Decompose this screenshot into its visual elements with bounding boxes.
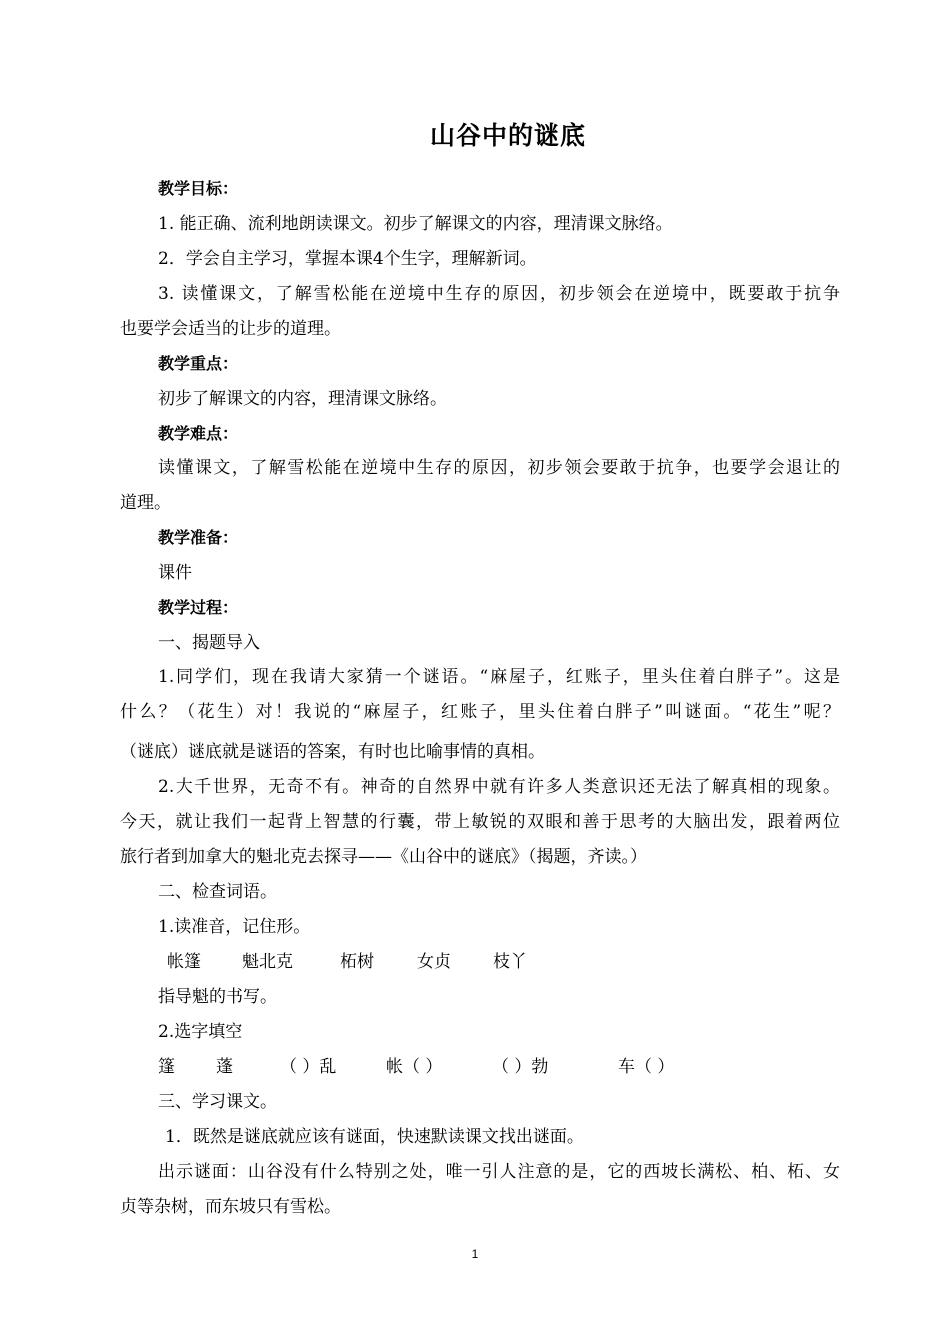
- word-list: [120, 950, 840, 974]
- riddle-line-1: 出示谜面：山谷没有什么特别之处，唯一引人注意的是，它的西坡长满松、柏、柘、女: [158, 1162, 840, 1182]
- prep-heading: 教学准备：: [158, 528, 239, 547]
- page-number: 1: [471, 1247, 479, 1261]
- fill-item: 2.选字填空: [158, 1022, 243, 1042]
- process-heading: 教学过程：: [158, 598, 239, 617]
- key-heading: 教学重点：: [158, 354, 239, 373]
- part-1-heading: 一、揭题导入: [158, 633, 260, 653]
- fill-blank: （ ）勃: [492, 1057, 549, 1077]
- difficult-heading: 教学难点：: [158, 424, 239, 443]
- prep-text: 课件: [158, 563, 192, 583]
- paragraph-1-line-2: 什么？（花生）对！我说的“麻屋子，红账子，里头住着白胖子”叫谜面。“花生”呢？: [120, 702, 840, 722]
- goal-2: 2．学会自主学习，掌握本课4个生字，理解新词。: [158, 249, 537, 269]
- word-item: 枝丫: [493, 952, 527, 972]
- goal-1: 1. 能正确、流利地朗读课文。初步了解课文的内容，理清课文脉络。: [158, 214, 673, 234]
- document-title: 山谷中的谜底: [429, 121, 586, 150]
- fill-blank: （ ）乱: [280, 1057, 337, 1077]
- paragraph-2-line-2: 今天，就让我们一起背上智慧的行囊，带上敏锐的双眼和善于思考的大脑出发，跟着两位: [120, 812, 840, 832]
- word-item: 柘树: [340, 952, 374, 972]
- fill-in-row: [120, 1055, 840, 1079]
- paragraph-1-line-1: 1.同学们，现在我请大家猜一个谜语。“麻屋子，红账子，里头住着白胖子”。这是: [158, 667, 840, 687]
- word-item: 女贞: [417, 952, 451, 972]
- goal-3-line-1: 3. 读懂课文，了解雪松能在逆境中生存的原因，初步领会在逆境中，既要敢于抗争: [158, 284, 840, 304]
- difficult-line-1: 读懂课文，了解雪松能在逆境中生存的原因，初步领会要敢于抗争，也要学会退让的: [158, 458, 840, 478]
- study-item-1: 1．既然是谜底就应该有谜面，快速默读课文找出谜面。: [165, 1127, 584, 1147]
- paragraph-1-line-3: （谜底）谜底就是谜语的答案，有时也比喻事情的真相。: [120, 742, 545, 762]
- riddle-line-2: 贞等杂树，而东坡只有雪松。: [120, 1197, 341, 1217]
- fill-blank: 车（ ）: [618, 1057, 675, 1077]
- key-text: 初步了解课文的内容，理清课文脉络。: [158, 389, 447, 409]
- goal-3-line-2: 也要学会适当的让步的道理。: [120, 319, 341, 339]
- read-item: 1.读准音，记住形。: [158, 917, 311, 937]
- word-item: 魁北克: [242, 952, 293, 972]
- word-item: 帐篷: [167, 952, 201, 972]
- paragraph-2-line-1: 2.大千世界，无奇不有。神奇的自然界中就有许多人类意识还无法了解真相的现象。: [158, 777, 840, 797]
- difficult-line-2: 道理。: [120, 493, 171, 513]
- paragraph-2-line-3: 旅行者到加拿大的魁北克去探寻——《山谷中的谜底》（揭题，齐读。）: [120, 847, 647, 867]
- guide-text: 指导魁的书写。: [158, 987, 277, 1007]
- part-2-heading: 二、检查词语。: [158, 882, 277, 902]
- fill-blank: 帐（ ）: [386, 1057, 443, 1077]
- fill-char: 蓬: [216, 1057, 233, 1077]
- part-3-heading: 三、学习课文。: [158, 1092, 277, 1112]
- fill-char: 篷: [158, 1057, 175, 1077]
- goals-heading: 教学目标：: [158, 179, 239, 198]
